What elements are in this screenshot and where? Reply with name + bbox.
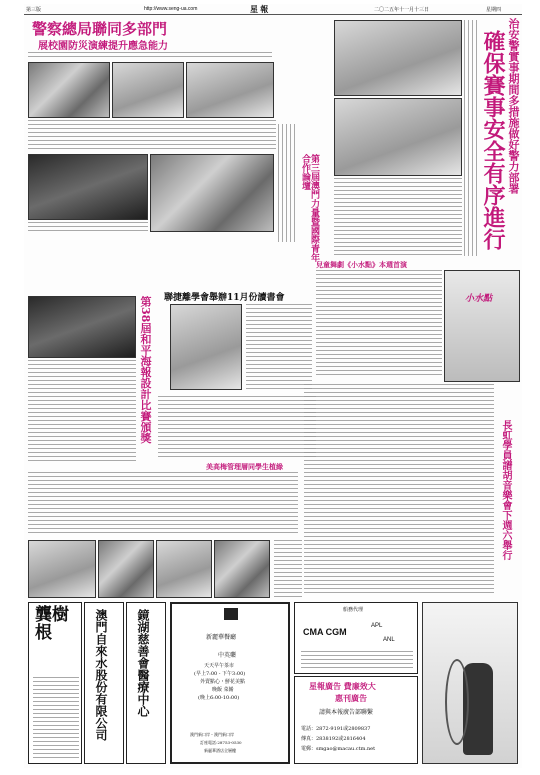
concert-body-text [304,384,494,596]
photo-book-cover [170,304,242,390]
photo-green-1 [28,540,96,598]
restaurant-line-3: (早上7:00 - 下午3:00) [194,671,246,677]
restaurant-line-6: (晚上6:00-10:00) [198,695,240,701]
ad-shipping [294,602,418,674]
restaurant-logo-icon [224,608,238,620]
photo-racing-1 [334,20,462,96]
racing-body-text [334,178,462,256]
exhibition-column-text [278,124,298,242]
design-body-text [158,396,316,458]
restaurant-footer-2: 訂座電話:28753-0530 [200,740,242,745]
restaurant-title: 新麗華餐廳 [206,634,237,641]
drama-body-text [316,270,442,378]
police-subheadline: 展校園防災演練提升應急能力 [38,41,168,52]
photo-green-2 [98,540,154,598]
ad-brand [28,602,82,764]
adv-phone: 電話：2872-9191或2809837 [301,726,371,732]
adv-email: 電郵：smgao@macau.ctm.net [301,746,376,752]
adv-contact: 請與本報廣告部聯繫 [319,709,374,716]
site-url: http://www.seng-ua.com [144,6,198,12]
racing-text-column [464,20,480,256]
photo-exhibition-1 [28,154,148,220]
adv-subtitle: 惠刊廣告 [335,693,367,703]
photo-award-ceremony [28,296,136,358]
shipping-partner-1: APL [371,623,383,629]
brand-logo: 龔樹根 [35,605,69,643]
restaurant-line-2: 天天早午茶市 [204,663,235,669]
shipping-brand: CMA CGM [303,627,347,637]
photo-exhibition-2 [150,154,274,232]
restaurant-line-4: 外賣點心・鮮花美點 [200,679,246,685]
photo-green-3 [156,540,212,598]
exhibition-headline: 第三屆澳門力量暨國際青年合作論壇 [300,154,319,262]
police-headline: 警察總局聯同多部門 [32,20,168,38]
restaurant-line-5: 晚飯 菜餚 [212,687,234,693]
police-article-text [28,52,272,60]
award-body-text [28,360,136,462]
exhibition-caption-text [28,222,148,234]
concert-headline: 長虹學員譜胡音樂會下週六舉行 [500,420,511,560]
photo-green-4 [214,540,270,598]
restaurant-line-1: 中英藥 [218,652,237,659]
drama-headline: 兒童舞劇《小水點》本週首演 [316,260,407,269]
green-body-text [28,472,298,536]
ad-restaurant [170,602,290,764]
bookfair-headline: 聯捷離學會舉辦11月份讀書會 [164,293,285,303]
photo-police-2 [112,62,184,118]
misc-text [274,540,302,598]
photo-musician [422,602,518,764]
water-company: 澳門自來水股份有限公司 [94,609,108,741]
ad-water [84,602,124,764]
police-body-text [28,120,276,150]
photo-police-3 [186,62,274,118]
shipping-partner-2: ANL [383,637,395,643]
page-header [24,4,522,15]
racing-headline: 確保賽事安全有序進行 [480,30,506,250]
shipping-header: 船務代理 [343,607,364,613]
ad-advertising [294,676,418,764]
hospital-name: 鏡湖慈善會醫療中心 [136,609,150,717]
bookfair-body-text [246,304,312,392]
restaurant-footer-3: 新麗華酒店全層樓 [204,748,236,753]
masthead: 星 報 [250,5,269,14]
restaurant-footer-1: 澳門新口岸・澳門新口岸 [190,732,234,737]
green-headline: 美高梅管理層同學生植綠 [206,462,283,471]
adv-fax: 傳真：2838192或2816404 [301,736,366,742]
issue-date: 二〇二五年十一月十三日 [374,7,430,13]
shipping-text [301,651,413,669]
drama-poster [444,270,520,382]
pipa-instrument-icon [445,659,469,745]
page-number: 第三版 [26,7,42,13]
weekday: 星期四 [486,7,502,13]
ad-hospital [126,602,166,764]
drama-poster-title: 小水點 [465,294,493,304]
adv-title: 星報廣告 費廉效大 [309,681,376,691]
design-award-headline: 第38屆和平海報設計比賽頒獎 [139,296,152,444]
brand-ad-text [33,677,79,759]
photo-police-1 [28,62,110,118]
photo-racing-2 [334,98,462,176]
newspaper-page [24,4,522,768]
racing-kicker: 治安警實事期間多措施做好警力部署 [507,18,520,194]
